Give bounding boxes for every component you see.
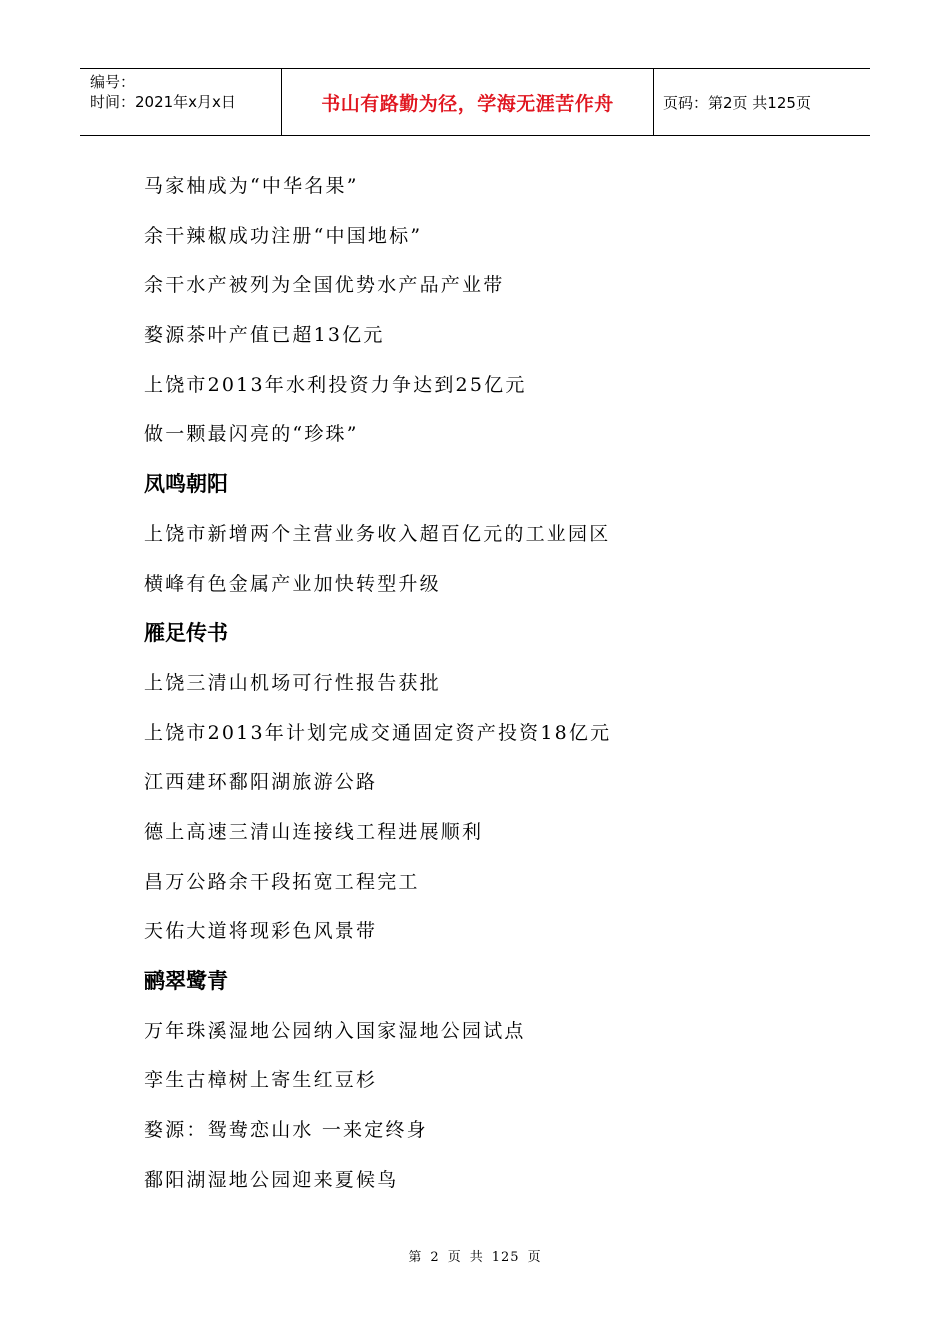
headline-item: 德上高速三清山连接线工程进展顺利 bbox=[144, 820, 484, 843]
headline-item: 婺源茶叶产值已超13亿元 bbox=[144, 324, 385, 347]
headline-item: 上饶市2013年水利投资力争达到25亿元 bbox=[144, 373, 527, 396]
headline-item: 上饶市新增两个主营业务收入超百亿元的工业园区 bbox=[144, 522, 611, 545]
headline-item: 鄱阳湖湿地公园迎来夏候鸟 bbox=[144, 1168, 399, 1191]
headline-item: 天佑大道将现彩色风景带 bbox=[144, 920, 378, 943]
header-meta bbox=[80, 69, 282, 135]
footer-page-prefix: 第 bbox=[408, 1250, 423, 1265]
headline-item: 昌万公路余干段拓宽工程完工 bbox=[144, 870, 420, 893]
headline-item: 马家柚成为“中华名果” bbox=[144, 175, 359, 197]
header-page-info: 页码：第2页 共125页 bbox=[663, 93, 811, 112]
headline-item: 江西建环鄱阳湖旅游公路 bbox=[144, 771, 378, 794]
document-body bbox=[144, 162, 844, 1205]
footer-total-pages: 125 bbox=[491, 1250, 520, 1265]
headline-item: 余干水产被列为全国优势水产品产业带 bbox=[144, 274, 505, 297]
footer-page-number: 2 bbox=[430, 1250, 440, 1265]
headline-item: 上饶三清山机场可行性报告获批 bbox=[144, 671, 441, 694]
headline-item: 上饶市2013年计划完成交通固定资产投资18亿元 bbox=[144, 721, 612, 744]
section-heading: 鹂翠鹭青 bbox=[144, 969, 228, 993]
headline-item: 横峰有色金属产业加快转型升级 bbox=[144, 572, 441, 595]
section-heading: 凤鸣朝阳 bbox=[144, 472, 228, 497]
section-heading: 雁足传书 bbox=[144, 621, 228, 646]
headline-item: 孪生古樟树上寄生红豆杉 bbox=[144, 1069, 378, 1092]
headline-item: 余干辣椒成功注册“中国地标” bbox=[144, 224, 423, 247]
document-date: 时间：2021年x月x日 bbox=[90, 93, 236, 111]
footer-total-unit: 页 bbox=[527, 1250, 542, 1265]
headline-item: 婺源：鸳鸯恋山水 一来定终身 bbox=[144, 1119, 428, 1142]
page-footer bbox=[0, 1246, 950, 1265]
headline-item: 万年珠溪湿地公园纳入国家湿地公园试点 bbox=[144, 1019, 526, 1042]
footer-total-prefix: 共 bbox=[469, 1250, 484, 1265]
header-motto: 书山有路勤为径，学海无涯苦作舟 bbox=[282, 69, 654, 135]
footer-page-unit: 页 bbox=[447, 1250, 462, 1265]
document-number-label: 编号： bbox=[90, 73, 136, 91]
page-header bbox=[80, 68, 870, 136]
headline-item: 做一颗最闪亮的“珍珠” bbox=[144, 423, 359, 446]
